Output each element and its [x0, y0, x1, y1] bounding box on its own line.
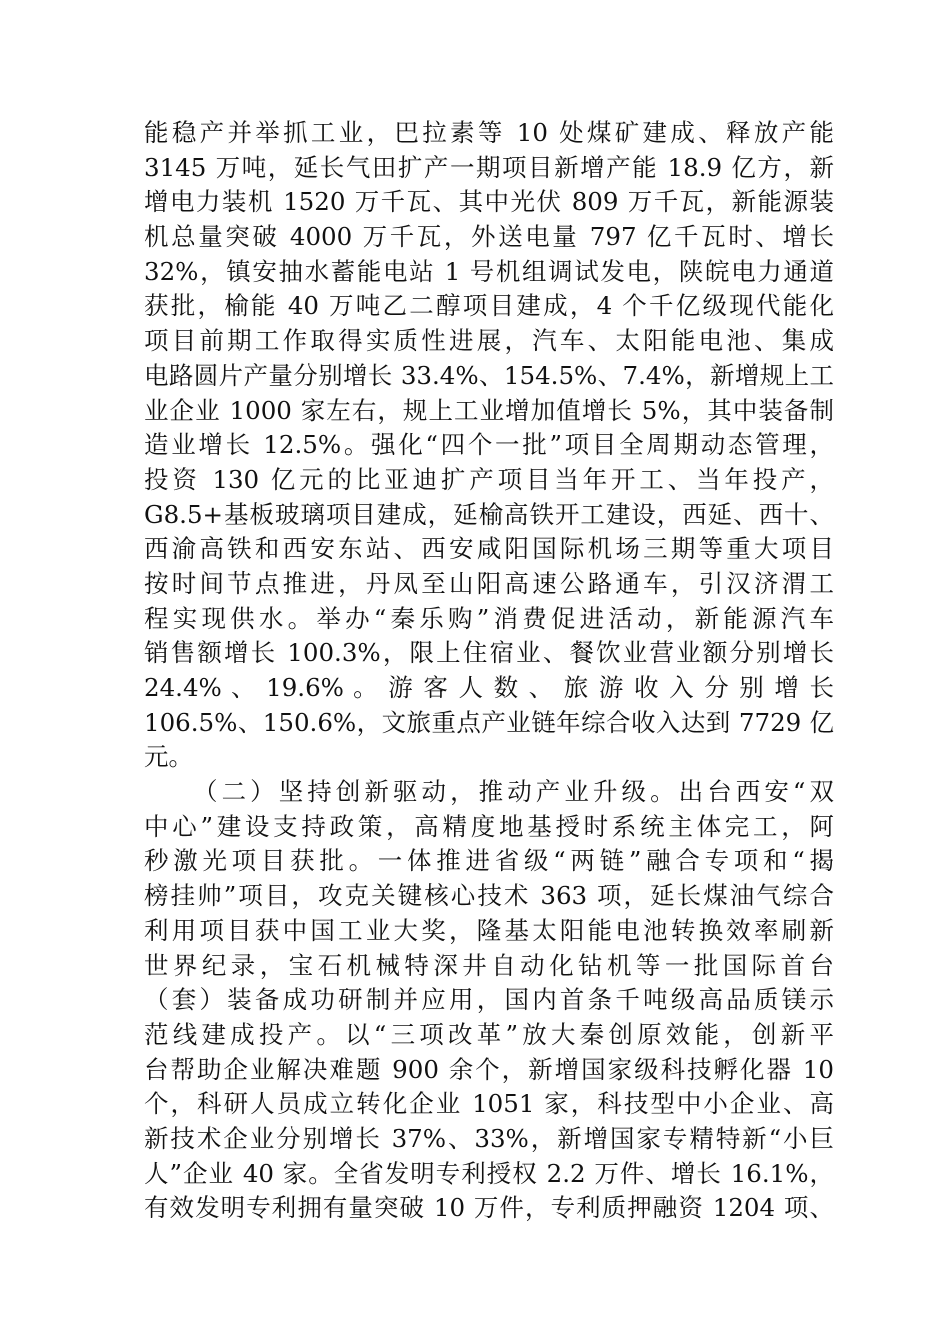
- body-text: [144, 116, 834, 1226]
- text-line: 32%，镇安抽水蓄能电站 1 号机组调试发电，陕皖电力通道: [144, 256, 834, 286]
- text-line: 西渝高铁和西安东站、西安咸阳国际机场三期等重大项目: [144, 534, 834, 564]
- section-heading-line: （二）坚持创新驱动，推动产业升级。出台西安“双: [193, 777, 834, 807]
- text-line: 机总量突破 4000 万千瓦，外送电量 797 亿千瓦时、增长: [144, 222, 834, 252]
- text-line: 销售额增长 100.3%，限上住宿业、餐饮业营业额分别增长: [144, 638, 834, 668]
- text-line: 秒激光项目获批。一体推进省级“两链”融合专项和“揭: [144, 846, 834, 876]
- text-line: G8.5+基板玻璃项目建成，延榆高铁开工建设，西延、西十、: [144, 499, 834, 529]
- text-line: 业企业 1000 家左右，规上工业增加值增长 5%，其中装备制: [144, 395, 834, 425]
- text-line: 利用项目获中国工业大奖，隆基太阳能电池转换效率刷新: [144, 915, 834, 945]
- text-line: 个，科研人员成立转化企业 1051 家，科技型中小企业、高: [144, 1089, 834, 1119]
- text-line: 获批，榆能 40 万吨乙二醇项目建成，4 个千亿级现代能化: [144, 291, 834, 321]
- text-line: 中心”建设支持政策，高精度地基授时系统主体完工，阿: [144, 811, 834, 841]
- text-line: 范线建成投产。以“三项改革”放大秦创原效能，创新平: [144, 1019, 834, 1049]
- text-line: 106.5%、150.6%，文旅重点产业链年综合收入达到 7729 亿: [144, 707, 834, 737]
- text-line: 项目前期工作取得实质性进展，汽车、太阳能电池、集成: [144, 326, 834, 356]
- text-line: 增电力装机 1520 万千瓦、其中光伏 809 万千瓦，新能源装: [144, 187, 834, 217]
- text-line: 榜挂帅”项目，攻克关键核心技术 363 项，延长煤油气综合: [144, 881, 834, 911]
- text-line: 人”企业 40 家。全省发明专利授权 2.2 万件、增长 16.1%，: [144, 1158, 834, 1188]
- text-line: 程实现供水。举办“秦乐购”消费促进活动，新能源汽车: [144, 603, 834, 633]
- text-line: 新技术企业分别增长 37%、33%，新增国家专精特新“小巨: [144, 1123, 834, 1153]
- text-line: 能稳产并举抓工业，巴拉素等 10 处煤矿建成、释放产能: [144, 118, 834, 147]
- text-line: 世界纪录，宝石机械特深井自动化钻机等一批国际首台: [144, 950, 834, 980]
- text-line: 有效发明专利拥有量突破 10 万件，专利质押融资 1204 项、: [144, 1193, 834, 1223]
- text-line: （套）装备成功研制并应用，国内首条千吨级高品质镁示: [144, 985, 834, 1015]
- text-line: 台帮助企业解决难题 900 余个，新增国家级科技孵化器 10: [144, 1054, 834, 1084]
- text-line: 造业增长 12.5%。强化“四个一批”项目全周期动态管理，: [144, 430, 834, 460]
- text-line: 元。: [144, 742, 193, 772]
- text-line: 投资 130 亿元的比亚迪扩产项目当年开工、当年投产，: [144, 464, 834, 494]
- text-line: 电路圆片产量分别增长 33.4%、154.5%、7.4%，新增规上工: [144, 360, 834, 390]
- text-line: 按时间节点推进，丹凤至山阳高速公路通车，引汉济渭工: [144, 568, 834, 598]
- text-line: 24.4% 、 19.6% 。 游 客 人 数 、 旅 游 收 入 分 别 增 长: [144, 673, 834, 702]
- text-line: 3145 万吨，延长气田扩产一期项目新增产能 18.9 亿方，新: [144, 152, 834, 182]
